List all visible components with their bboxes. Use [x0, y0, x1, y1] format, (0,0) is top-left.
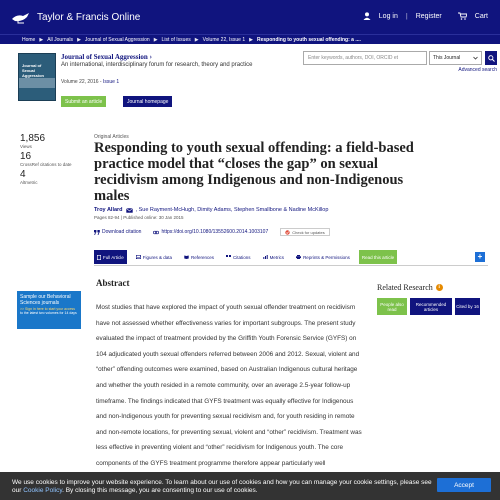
tab-label: Citations — [233, 254, 251, 260]
register-link[interactable]: Register — [415, 12, 442, 20]
search-icon — [488, 55, 495, 62]
tabs-divider — [94, 265, 488, 266]
breadcrumb-arrow-icon: ▶ — [194, 36, 199, 43]
submit-article-button[interactable]: Submit an article — [61, 96, 106, 107]
abstract-text: Most studies that have explored the impact of youth sexual offender treatment on recidivism have not assessed whether effectiveness varies for important subgroups. The present study evaluated the impact of treatment provided by the Griffith Youth Forensic Service (GYFS) on 104 adjudicated youth sexual offenders referred between 2006 and 2012. Sexual, violent and “other” offending outcomes were examined, based on Australian Indigenous cultural heritage and whether the youth resided in a remote community, over an average 2.5-year follow-up timeframe. The findings indicated that GYFS treatment was equally effective for Indigenous and non-Indigenous youth for preventing sexual recidivism and, for youth residing in remote and non-remote locations, for preventing sexual, violent and “other” recidivism. Treatment was less effective in preventing violent and “other” recidivism for Indigenous youth. The core components of the GYFS treatment programme therefore appear particularly well — [96, 304, 362, 467]
chevron-right-icon: › — [149, 53, 152, 61]
user-icon — [363, 12, 371, 20]
tab-citations[interactable] — [223, 250, 254, 264]
login-link[interactable]: Log in — [378, 12, 398, 20]
cover-band — [19, 78, 55, 88]
pages-published: Pages 82-94 | Published online: 30 Jan 2015 — [94, 215, 184, 220]
doi-link[interactable] — [153, 229, 268, 235]
journal-title-text: Journal of Sexual Aggression — [61, 53, 148, 61]
search-scope-select[interactable] — [429, 51, 482, 65]
breadcrumb-arrow-icon: ▶ — [39, 36, 44, 43]
volume-text: Volume 22, 2016 - — [61, 79, 102, 85]
tab-label: Full Article — [103, 254, 124, 260]
crossref-count: 16 — [20, 151, 32, 162]
breadcrumb-arrow-icon: ▶ — [77, 36, 81, 43]
related-research-title: Related Research — [377, 283, 433, 292]
check-for-updates-button[interactable] — [280, 228, 329, 236]
related-research-heading — [377, 283, 443, 292]
cart-icon[interactable] — [458, 12, 467, 20]
tab-reprints-permissions[interactable] — [293, 250, 353, 264]
link-icon — [153, 230, 159, 235]
breadcrumb-volume[interactable]: Volume 22, Issue 1 — [202, 36, 246, 43]
top-bar — [0, 0, 500, 34]
article-metrics — [20, 133, 75, 187]
check-updates-label: Check for updates — [292, 229, 325, 235]
journal-homepage-button[interactable]: Journal homepage — [123, 96, 172, 107]
bar-chart-icon — [263, 255, 268, 259]
info-icon[interactable]: i — [436, 284, 443, 291]
doi-label: https://doi.org/10.1080/13552600.2014.1003107 — [161, 229, 269, 235]
abstract-heading: Abstract — [96, 278, 130, 288]
journal-description: An international, interdisciplinary forum for research, theory and practice — [61, 62, 253, 68]
search-scope-value: This Journal — [433, 55, 461, 61]
expand-plus-button[interactable]: + — [475, 252, 485, 262]
tab-label: References — [191, 254, 215, 260]
tab-label: Figures & data — [142, 254, 173, 260]
tab-metrics[interactable] — [260, 250, 288, 264]
quote-icon — [226, 255, 231, 259]
breadcrumb-all-journals[interactable]: All Journals — [47, 36, 74, 43]
article-type: Original Articles — [94, 134, 129, 140]
ad-signin-link[interactable]: >> Sign in here to start your access — [20, 307, 76, 311]
cookie-text-start: We use cookies to improve your website experience. To learn about our use of cookies and how you can manage your cookie settings, please see our — [12, 479, 432, 494]
book-icon — [184, 255, 189, 259]
cookie-text-end: . By closing this message, you are consenting to our use of cookies. — [62, 486, 258, 494]
download-citation-label: Download citation — [102, 229, 142, 235]
breadcrumb — [0, 34, 500, 44]
quote-icon — [94, 230, 100, 235]
issue-link[interactable]: Issue 1 — [102, 79, 120, 85]
related-tabs — [377, 298, 480, 315]
tab-cited-by[interactable]: Cited by 16 — [455, 298, 480, 315]
breadcrumb-arrow-icon: ▶ — [249, 36, 253, 43]
altmetric-count: 4 — [20, 169, 26, 180]
breadcrumb-issues[interactable]: List of Issues — [161, 36, 191, 43]
altmetric-label: Altmetric — [20, 180, 38, 185]
tab-read-article[interactable] — [359, 250, 397, 264]
tab-people-also-read[interactable]: People also read — [377, 298, 407, 315]
cover-title: Journal of Sexual Aggression — [22, 63, 45, 78]
cookie-banner — [0, 472, 500, 500]
sample-journals-ad[interactable] — [17, 291, 81, 329]
ad-subtext: to the latest two volumes for 14 days — [20, 311, 77, 315]
tab-label: Read this article — [361, 254, 395, 260]
breadcrumb-current: Responding to youth sexual offending: a .... — [256, 36, 361, 43]
advanced-search-link[interactable]: Advanced search — [458, 67, 497, 73]
site-logo[interactable] — [10, 10, 140, 24]
tab-recommended-articles[interactable]: Recommended articles — [410, 298, 452, 315]
lamp-logo-icon — [10, 10, 32, 24]
tab-label: Reprints & Permissions — [303, 254, 350, 260]
journal-title[interactable] — [61, 53, 152, 61]
co-authors[interactable]: , Sue Rayment-McHugh, Dimity Adams, Stephen Smallbone & Nadine McKillop — [135, 207, 329, 213]
cookie-text — [12, 479, 432, 494]
ad-headline: Sample our Behavioral Sciences journals — [20, 294, 71, 306]
tab-full-article[interactable] — [94, 250, 127, 264]
search-input[interactable]: Enter keywords, authors, DOI, ORCID et — [303, 51, 427, 65]
print-icon — [296, 255, 301, 259]
breadcrumb-arrow-icon: ▶ — [153, 36, 158, 43]
breadcrumb-journal[interactable]: Journal of Sexual Aggression — [84, 36, 150, 43]
views-count: 1,856 — [20, 133, 46, 144]
search-button[interactable] — [485, 51, 497, 65]
image-icon — [136, 255, 141, 259]
accept-cookies-button[interactable]: Accept — [437, 478, 491, 492]
author-list — [94, 207, 328, 213]
first-author-link[interactable]: Troy Allard — [94, 207, 123, 213]
tab-label: Metrics — [269, 254, 285, 260]
cart-link[interactable]: Cart — [474, 12, 488, 20]
cookie-policy-link[interactable]: Cookie Policy — [23, 486, 63, 494]
download-citation-link[interactable] — [94, 229, 141, 235]
tab-figures-data[interactable] — [133, 250, 175, 264]
crossref-label: CrossRef citations to date — [20, 162, 72, 167]
account-links — [363, 12, 488, 20]
tab-references[interactable] — [181, 250, 217, 264]
check-updates-icon — [285, 230, 290, 235]
article-title: Responding to youth sexual offending: a field-based practice model that “closes the gap” on sexual recidivism among Indigenous and non-Indigenous males — [94, 140, 414, 204]
article-links — [94, 228, 330, 236]
breadcrumb-home[interactable]: Home — [22, 36, 36, 43]
chevron-down-icon — [473, 56, 478, 60]
journal-volume — [61, 79, 119, 85]
journal-cover[interactable] — [18, 53, 56, 101]
article-tabs — [94, 250, 488, 264]
email-icon[interactable] — [126, 208, 133, 213]
separator: | — [405, 12, 408, 20]
views-label: Views — [20, 144, 32, 149]
logo-text: Taylor & Francis Online — [37, 11, 141, 23]
document-icon — [97, 255, 101, 260]
